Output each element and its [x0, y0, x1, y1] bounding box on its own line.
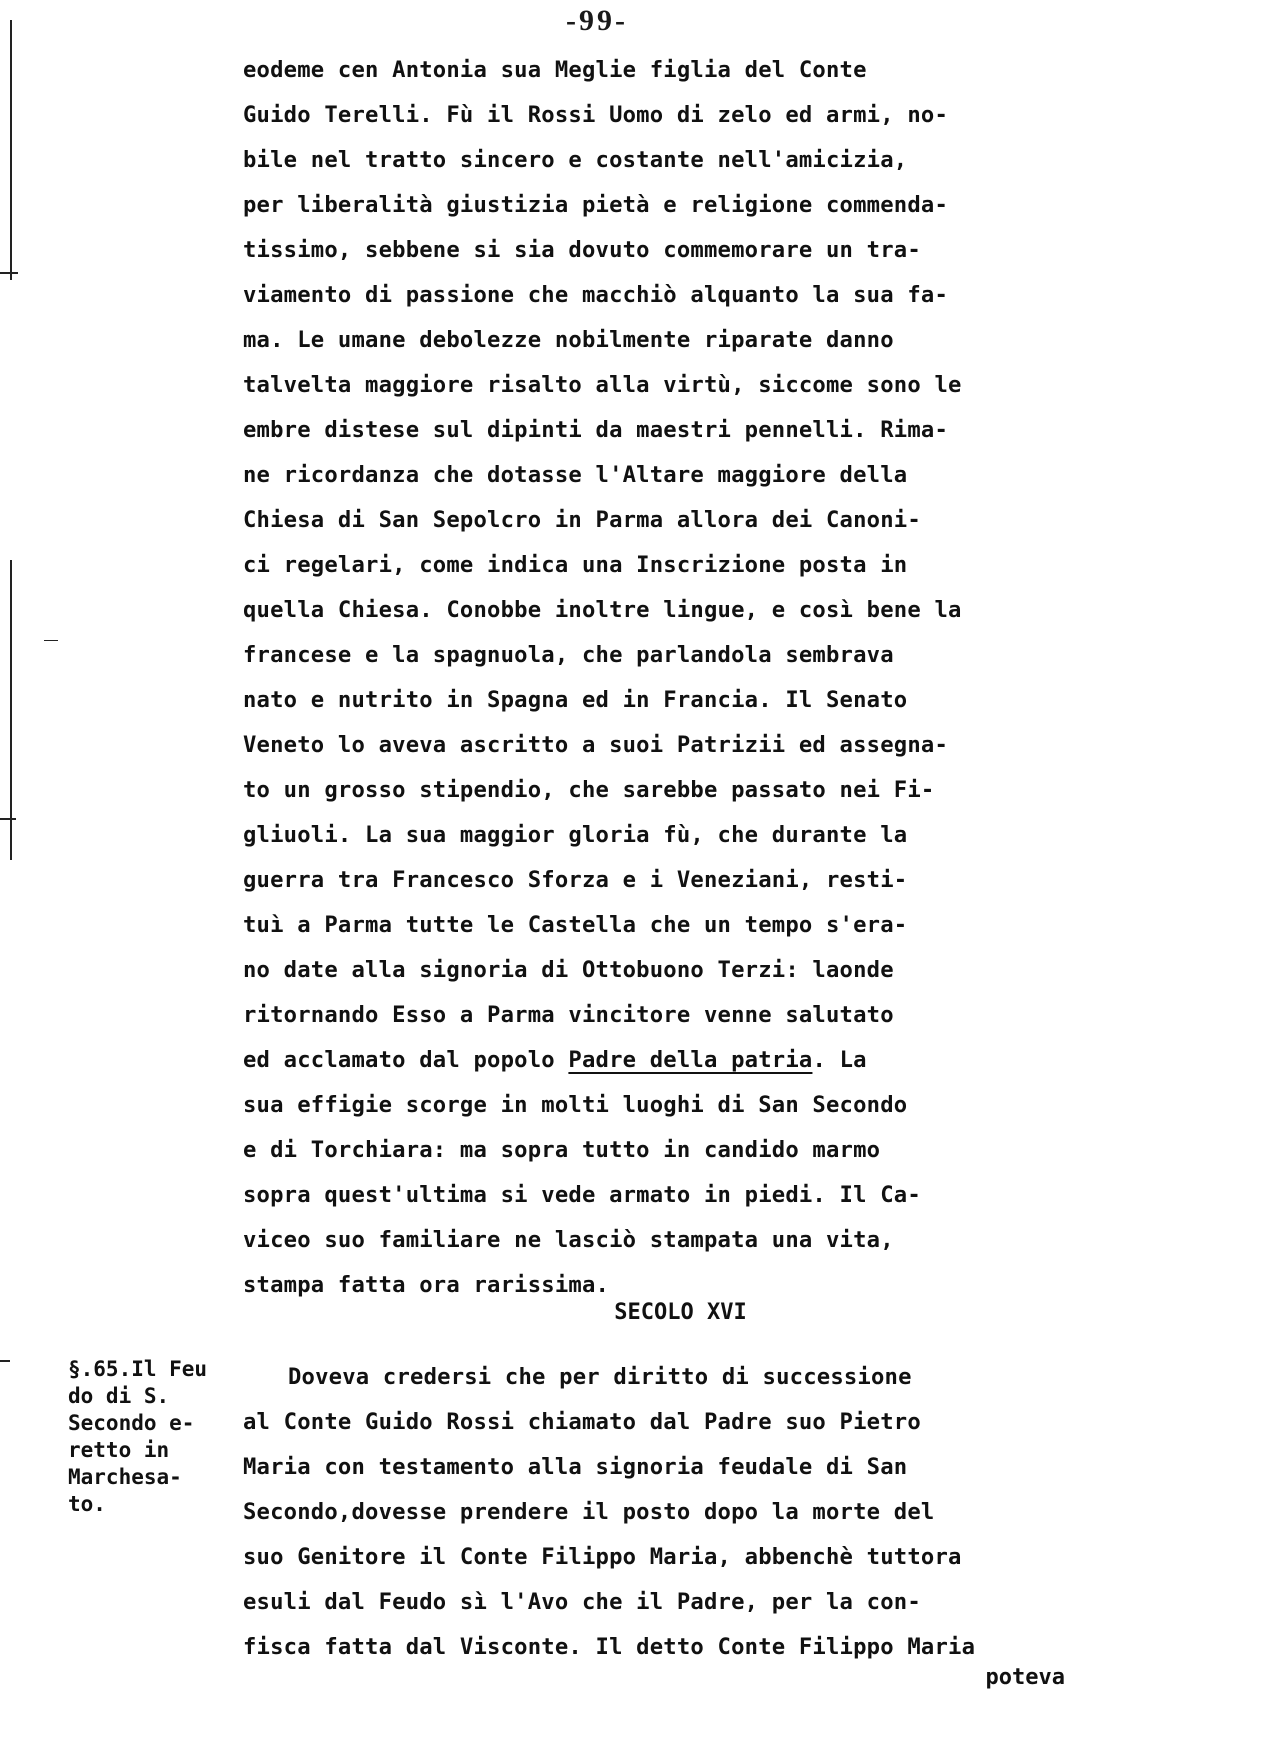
- text-line: bile nel tratto sincero e costante nell'amicizia,: [243, 147, 908, 173]
- text-line: esuli dal Feudo sì l'Avo che il Padre, per la con-: [243, 1589, 921, 1615]
- text-line: Veneto lo aveva ascritto a suoi Patrizii ed assegna-: [243, 732, 949, 758]
- binding-mark: [0, 818, 16, 820]
- margin-note-line: to.: [68, 1492, 106, 1516]
- text-line: viceo suo familiare ne lasciò stampata una vita,: [243, 1227, 894, 1253]
- body-text: [243, 48, 1063, 1308]
- text-line: ritornando Esso a Parma vincitore venne salutato: [243, 1002, 894, 1028]
- text-line: tuì a Parma tutte le Castella che un tempo s'era-: [243, 912, 908, 938]
- text-line: e di Torchiara: ma sopra tutto in candido marmo: [243, 1137, 881, 1163]
- text-line: nato e nutrito in Spagna ed in Francia. Il Senato: [243, 687, 908, 713]
- underlined-phrase: Padre della patria: [568, 1047, 813, 1073]
- section-text: [243, 1355, 1083, 1670]
- binding-mark: [44, 640, 58, 641]
- text-line: Secondo,dovesse prendere il posto dopo la morte del: [243, 1499, 935, 1525]
- text-line: Chiesa di San Sepolcro in Parma allora dei Canoni-: [243, 507, 921, 533]
- binding-mark: [0, 272, 18, 274]
- text-line: talvelta maggiore risalto alla virtù, siccome sono le: [243, 372, 962, 398]
- page-number: -99-: [566, 4, 628, 37]
- text-line: [243, 1038, 1063, 1083]
- text-line: ne ricordanza che dotasse l'Altare maggiore della: [243, 462, 908, 488]
- margin-note-line: §.65.Il Feu: [68, 1357, 208, 1381]
- text-fragment: . La: [812, 1047, 867, 1073]
- text-line: eodeme cen Antonia sua Meglie figlia del Conte: [243, 57, 867, 83]
- section-heading: SECOLO XVI: [614, 1300, 747, 1325]
- text-line: Guido Terelli. Fù il Rossi Uomo di zelo ed armi, no-: [243, 102, 949, 128]
- text-line: stampa fatta ora rarissima.: [243, 1272, 610, 1298]
- text-line: francese e la spagnuola, che parlandola sembrava: [243, 642, 894, 668]
- text-line: gliuoli. La sua maggior gloria fù, che durante la: [243, 822, 908, 848]
- text-line: al Conte Guido Rossi chiamato dal Padre suo Pietro: [243, 1409, 921, 1435]
- binding-mark: [0, 1360, 10, 1362]
- binding-mark: [10, 560, 12, 860]
- text-line: viamento di passione che macchiò alquanto la sua fa-: [243, 282, 949, 308]
- catchword: poteva: [985, 1665, 1065, 1690]
- text-line: tissimo, sebbene si sia dovuto commemorare un tra-: [243, 237, 921, 263]
- text-line: Maria con testamento alla signoria feudale di San: [243, 1454, 908, 1480]
- margin-note-line: Marchesa-: [68, 1465, 182, 1489]
- margin-note-line: Secondo e-: [68, 1411, 195, 1435]
- text-line: fisca fatta dal Visconte. Il detto Conte Filippo Maria: [243, 1634, 976, 1660]
- text-line: no date alla signoria di Ottobuono Terzi: laonde: [243, 957, 894, 983]
- text-line: suo Genitore il Conte Filippo Maria, abbenchè tuttora: [243, 1544, 962, 1570]
- text-line: ma. Le umane debolezze nobilmente riparate danno: [243, 327, 894, 353]
- margin-note-line: retto in: [68, 1438, 170, 1462]
- text-line: per liberalità giustizia pietà e religione commenda-: [243, 192, 949, 218]
- text-line: guerra tra Francesco Sforza e i Veneziani, resti-: [243, 867, 908, 893]
- text-line: sua effigie scorge in molti luoghi di San Secondo: [243, 1092, 908, 1118]
- margin-note-line: do di S.: [68, 1384, 170, 1408]
- text-line: sopra quest'ultima si vede armato in piedi. Il Ca-: [243, 1182, 921, 1208]
- text-line: to un grosso stipendio, che sarebbe passato nei Fi-: [243, 777, 935, 803]
- text-line: quella Chiesa. Conobbe inoltre lingue, e così bene la: [243, 597, 962, 623]
- binding-mark: [10, 20, 12, 280]
- text-line: embre distese sul dipinti da maestri pennelli. Rima-: [243, 417, 949, 443]
- margin-note: [68, 1356, 238, 1518]
- text-fragment: ed acclamato dal popolo: [243, 1047, 569, 1073]
- text-line: Doveva credersi che per diritto di successione: [288, 1364, 912, 1390]
- text-line: ci regelari, come indica una Inscrizione posta in: [243, 552, 908, 578]
